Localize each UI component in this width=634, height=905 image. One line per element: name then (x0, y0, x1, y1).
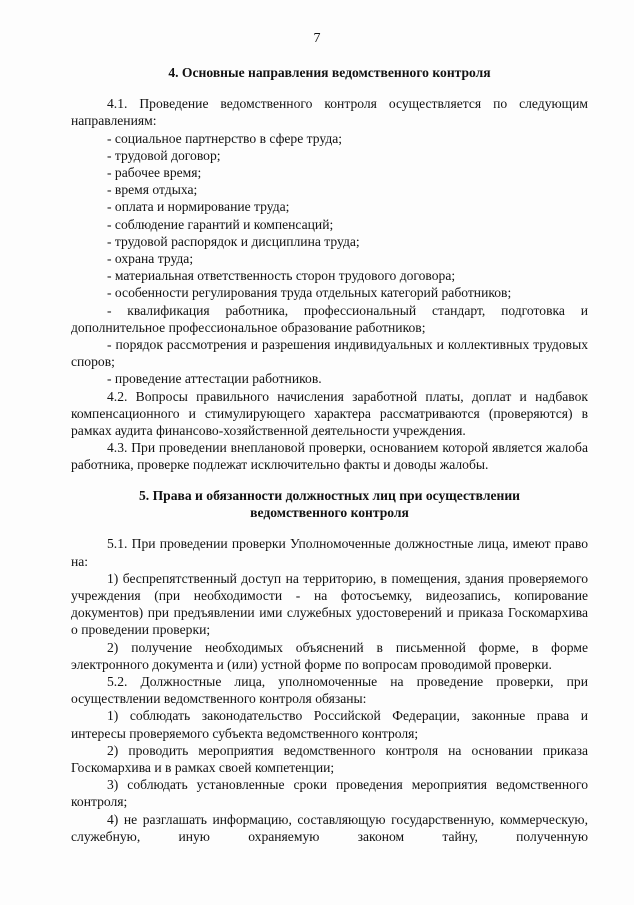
list-item: - соблюдение гарантий и компенсаций; (107, 216, 334, 232)
list-item: - время отдыха; (107, 182, 198, 198)
list-item: - квалификация работника, профессиональный стандарт, подготовка и дополнительное профессиональное образование работников; (71, 302, 588, 335)
list-item: - трудовой договор; (107, 147, 221, 163)
paragraph-5-2-item-1: 1) соблюдать законодательство Российской Федерации, законные права и интересы проверяемого субъекта ведомственного контроля; (71, 708, 588, 741)
list-item: - социальное партнерство в сфере труда; (107, 130, 343, 146)
list-item: - особенности регулирования труда отдельных категорий работников; (107, 285, 512, 301)
paragraph-4-3: 4.3. При проведении внеплановой проверки, основанием которой является жалоба работника, проверке подлежат исключительно факты и доводы жалобы. (71, 440, 588, 473)
paragraph-4-1: 4.1. Проведение ведомственного контроля осуществляется по следующим направлениям: (71, 96, 588, 129)
paragraph-5-1-item-2: 2) получение необходимых объяснений в письменной форме, в форме электронного документа и (или) устной форме по вопросам проводимой проверки. (71, 639, 588, 672)
list-item: - материальная ответственность сторон трудового договора; (107, 268, 456, 284)
paragraph-5-2-item-3: 3) соблюдать установленные сроки проведения мероприятия ведомственного контроля; (71, 777, 588, 810)
paragraph-4-2: 4.2. Вопросы правильного начисления заработной платы, доплат и надбавок компенсационного и стимулирующего характера рассматриваются (проверяются) в рамках аудита финансово-хозяйственной деятельности учреждения. (71, 388, 588, 439)
list-item: - оплата и нормирование труда; (107, 199, 290, 215)
list-item: - трудовой распорядок и дисциплина труда; (107, 233, 360, 249)
list-item: - рабочее время; (107, 165, 202, 181)
paragraph-5-1: 5.1. При проведении проверки Уполномоченные должностные лица, имеют право на: (71, 536, 588, 569)
section-5 (71, 487, 588, 845)
list-item: - проведение аттестации работников. (107, 371, 322, 387)
list-item: - охрана труда; (107, 251, 194, 267)
page-number: 7 (313, 31, 321, 46)
section-4 (71, 64, 588, 474)
paragraph-5-2: 5.2. Должностные лица, уполномоченные на проведение проверки, при осуществлении ведомственного контроля обязаны: (71, 674, 588, 707)
paragraph-5-2-item-4: 4) не разглашать информацию, составляющую государственную, коммерческую, служебную, иную охраняемую законом тайну, полученную (71, 811, 588, 844)
section-4-title: 4. Основные направления ведомственного контроля (168, 65, 491, 80)
paragraph-5-2-item-2: 2) проводить мероприятия ведомственного контроля на основании приказа Госкомархива и в рамках своей компетенции; (71, 742, 588, 776)
list-item: - порядок рассмотрения и разрешения индивидуальных и коллективных трудовых споров; (71, 337, 588, 370)
section-5-title-line-2: ведомственного контроля (250, 505, 409, 521)
paragraph-5-1-item-1: 1) беспрепятственный доступ на территорию, в помещения, здания проверяемого учреждения (при необходимости - на фотосъемку, видеозапись, копирование документов) при предъявлении ими служебных удостоверений и приказа Госкомархива о проведении проверки; (71, 570, 588, 638)
section-5-title-line-1: 5. Права и обязанности должностных лиц при осуществлении (139, 488, 520, 503)
